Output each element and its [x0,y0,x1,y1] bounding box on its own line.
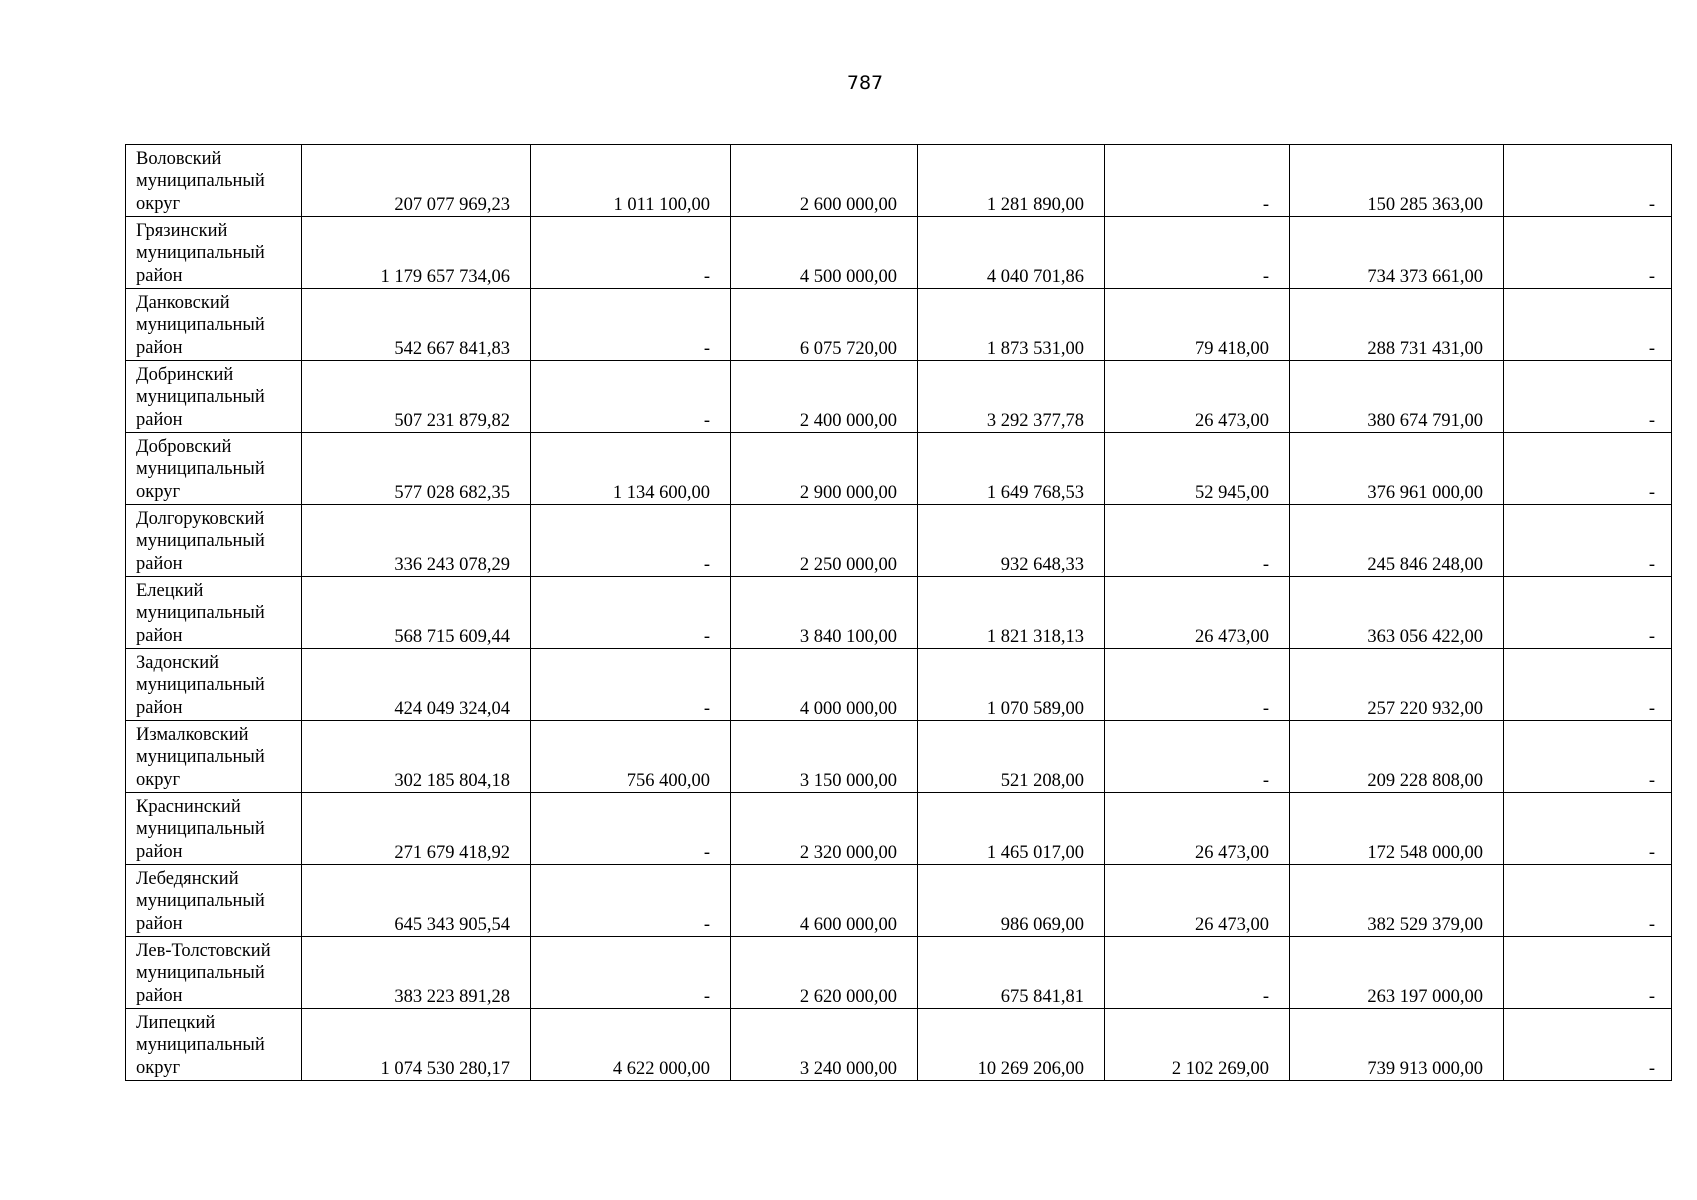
value-cell: - [531,505,731,577]
municipality-name: Лев-Толстовский муниципальный район [126,937,302,1009]
value-cell: 4 000 000,00 [731,649,918,721]
value-cell: - [531,289,731,361]
municipality-name: Добринский муниципальный район [126,361,302,433]
value-cell: 2 320 000,00 [731,793,918,865]
value-cell: 3 840 100,00 [731,577,918,649]
value-cell: - [1105,145,1290,217]
value-cell: 207 077 969,23 [302,145,531,217]
value-cell: - [531,361,731,433]
value-cell: 1 465 017,00 [918,793,1105,865]
table-row [126,361,1672,433]
value-cell: 4 600 000,00 [731,865,918,937]
value-cell: - [1504,433,1672,505]
value-cell: 756 400,00 [531,721,731,793]
value-cell: - [1105,721,1290,793]
value-cell: 336 243 078,29 [302,505,531,577]
table-row [126,1009,1672,1081]
value-cell: 424 049 324,04 [302,649,531,721]
value-cell: 376 961 000,00 [1290,433,1504,505]
value-cell: 6 075 720,00 [731,289,918,361]
value-cell: 3 292 377,78 [918,361,1105,433]
value-cell: 2 400 000,00 [731,361,918,433]
value-cell: 79 418,00 [1105,289,1290,361]
table-row [126,865,1672,937]
value-cell: 2 102 269,00 [1105,1009,1290,1081]
value-cell: - [531,865,731,937]
value-cell: 383 223 891,28 [302,937,531,1009]
value-cell: 734 373 661,00 [1290,217,1504,289]
municipality-name: Липецкий муниципальный округ [126,1009,302,1081]
value-cell: 52 945,00 [1105,433,1290,505]
municipality-name: Елецкий муниципальный район [126,577,302,649]
value-cell: 288 731 431,00 [1290,289,1504,361]
value-cell: 245 846 248,00 [1290,505,1504,577]
table-row [126,577,1672,649]
municipality-name: Грязинский муниципальный район [126,217,302,289]
value-cell: 739 913 000,00 [1290,1009,1504,1081]
table-row [126,649,1672,721]
value-cell: 932 648,33 [918,505,1105,577]
municipality-name: Воловский муниципальный округ [126,145,302,217]
value-cell: 1 281 890,00 [918,145,1105,217]
value-cell: - [1504,577,1672,649]
value-cell: 3 240 000,00 [731,1009,918,1081]
municipality-name: Измалковский муниципальный округ [126,721,302,793]
value-cell: 1 873 531,00 [918,289,1105,361]
table-row [126,937,1672,1009]
value-cell: 2 250 000,00 [731,505,918,577]
value-cell: 2 900 000,00 [731,433,918,505]
value-cell: 4 500 000,00 [731,217,918,289]
value-cell: 26 473,00 [1105,793,1290,865]
value-cell: 4 622 000,00 [531,1009,731,1081]
value-cell: 271 679 418,92 [302,793,531,865]
value-cell: 1 134 600,00 [531,433,731,505]
municipality-name: Задонский муниципальный район [126,649,302,721]
table-row [126,721,1672,793]
value-cell: 1 821 318,13 [918,577,1105,649]
value-cell: - [531,649,731,721]
value-cell: 257 220 932,00 [1290,649,1504,721]
value-cell: 26 473,00 [1105,577,1290,649]
value-cell: 363 056 422,00 [1290,577,1504,649]
value-cell: 986 069,00 [918,865,1105,937]
value-cell: 507 231 879,82 [302,361,531,433]
municipality-name: Лебедянский муниципальный район [126,865,302,937]
value-cell: - [531,937,731,1009]
value-cell: 263 197 000,00 [1290,937,1504,1009]
value-cell: - [1504,865,1672,937]
value-cell: 577 028 682,35 [302,433,531,505]
value-cell: 675 841,81 [918,937,1105,1009]
value-cell: - [1504,145,1672,217]
value-cell: - [1504,361,1672,433]
value-cell: - [1105,649,1290,721]
value-cell: - [1504,721,1672,793]
municipality-name: Добровский муниципальный округ [126,433,302,505]
value-cell: 26 473,00 [1105,865,1290,937]
value-cell: - [1504,217,1672,289]
municipality-name: Данковский муниципальный район [126,289,302,361]
value-cell: 542 667 841,83 [302,289,531,361]
municipality-name: Краснинский муниципальный район [126,793,302,865]
municipality-name: Долгоруковский муниципальный район [126,505,302,577]
value-cell: - [531,793,731,865]
table-row [126,505,1672,577]
value-cell: - [1105,505,1290,577]
value-cell: - [531,577,731,649]
table-row [126,433,1672,505]
table-body [126,145,1672,1081]
value-cell: 382 529 379,00 [1290,865,1504,937]
table-row [126,793,1672,865]
value-cell: 172 548 000,00 [1290,793,1504,865]
value-cell: 26 473,00 [1105,361,1290,433]
value-cell: 645 343 905,54 [302,865,531,937]
table-row [126,145,1672,217]
value-cell: - [531,217,731,289]
value-cell: - [1504,649,1672,721]
value-cell: 1 070 589,00 [918,649,1105,721]
value-cell: - [1504,505,1672,577]
value-cell: - [1105,217,1290,289]
value-cell: 150 285 363,00 [1290,145,1504,217]
page-number: 787 [846,72,884,94]
value-cell: 1 649 768,53 [918,433,1105,505]
value-cell: 4 040 701,86 [918,217,1105,289]
value-cell: 302 185 804,18 [302,721,531,793]
value-cell: - [1504,289,1672,361]
value-cell: - [1504,1009,1672,1081]
value-cell: 1 179 657 734,06 [302,217,531,289]
value-cell: 10 269 206,00 [918,1009,1105,1081]
budget-table [125,144,1672,1081]
table-row [126,289,1672,361]
value-cell: 2 620 000,00 [731,937,918,1009]
value-cell: - [1504,937,1672,1009]
value-cell: 521 208,00 [918,721,1105,793]
table-row [126,217,1672,289]
value-cell: 3 150 000,00 [731,721,918,793]
value-cell: 209 228 808,00 [1290,721,1504,793]
value-cell: 1 074 530 280,17 [302,1009,531,1081]
value-cell: 1 011 100,00 [531,145,731,217]
value-cell: - [1504,793,1672,865]
value-cell: 380 674 791,00 [1290,361,1504,433]
value-cell: 2 600 000,00 [731,145,918,217]
value-cell: - [1105,937,1290,1009]
value-cell: 568 715 609,44 [302,577,531,649]
